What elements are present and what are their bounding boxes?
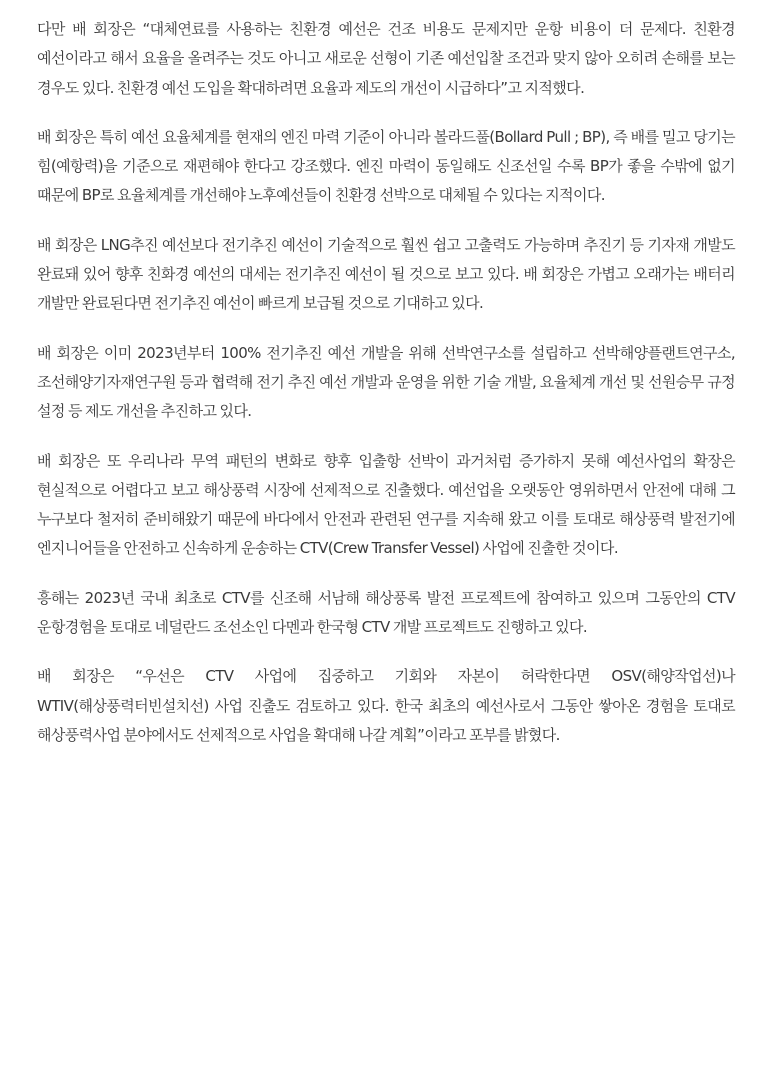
article-paragraph: 배 회장은 특히 예선 요율체계를 현재의 엔진 마력 기준이 아니라 볼라드풀(Bollard Pull ; BP), 즉 배를 밀고 당기는 힘(예항력)을 기준으로 재편해야 한다고 강조했다. 엔진 마력이 동일해도 신조선일 수록 BP가 좋을 수밖에 없기 때문에 BP로 요율체계를 개선해야 노후예선들이 친환경 선박으로 대체될 수 있다는 지적이다. — [37, 127, 735, 205]
article-paragraph: 다만 배 회장은 “대체연료를 사용하는 친환경 예선은 건조 비용도 문제지만 운항 비용이 더 문제다. 친환경 예선이라고 해서 요율을 올려주는 것도 아니고 새로운 선형이 기존 예선입찰 조건과 맞지 않아 오히려 손해를 보는 경우도 있다. 친환경 예선 도입을 확대하려면 요율과 제도의 개선이 시급하다”고 지적했다. — [37, 20, 735, 97]
article-paragraph: 배 회장은 “우선은 CTV 사업에 집중하고 기회와 자본이 허락한다면 OSV(해양작업선)나 WTIV(해상풍력터빈설치선) 사업 진출도 검토하고 있다. 한국 최초의 예선사로서 그동안 쌓아온 경험을 토대로 해상풍력사업 분야에서도 선제적으로 사업을 확대해 나갈 계획”이라고 포부를 밝혔다. — [37, 667, 735, 744]
article-paragraph: 배 회장은 이미 2023년부터 100% 전기추진 예선 개발을 위해 선박연구소를 설립하고 선박해양플랜트연구소, 조선해양기자재연구원 등과 협력해 전기 추진 예선 개발과 운영을 위한 기술 개발, 요율체계 개선 및 선원승무 규정 설정 등 제도 개선을 추진하고 있다. — [37, 343, 735, 421]
article-paragraph: 흥해는 2023년 국내 최초로 CTV를 신조해 서남해 해상풍록 발전 프로젝트에 참여하고 있으며 그동안의 CTV 운항경험을 토대로 네덜란드 조선소인 다멘과 한국형 CTV 개발 프로젝트도 진행하고 있다. — [37, 588, 735, 637]
article-body — [37, 15, 735, 770]
article-paragraph: 배 회장은 LNG추진 예선보다 전기추진 예선이 기술적으로 훨씬 쉽고 고출력도 가능하며 추진기 등 기자재 개발도 완료돼 있어 향후 친화경 예선의 대세는 전기추진 예선이 될 것으로 보고 있다. 배 회장은 가볍고 오래가는 배터리 개발만 완료된다면 전기추진 예선이 빠르게 보급될 것으로 기대하고 있다. — [37, 235, 735, 313]
article-paragraph: 배 회장은 또 우리나라 무역 패턴의 변화로 향후 입출항 선박이 과거처럼 증가하지 못해 예선사업의 확장은 현실적으로 어렵다고 보고 해상풍력 시장에 선제적으로 진출했다. 예선업을 오랫동안 영위하면서 안전에 대해 그 누구보다 철저히 준비해왔기 때문에 바다에서 안전과 관련된 연구를 지속해 왔고 이를 토대로 해상풍력 발전기에 엔지니어들을 안전하고 신속하게 운송하는 CTV(Crew Transfer Vessel) 사업에 진출한 것이다. — [37, 451, 735, 558]
